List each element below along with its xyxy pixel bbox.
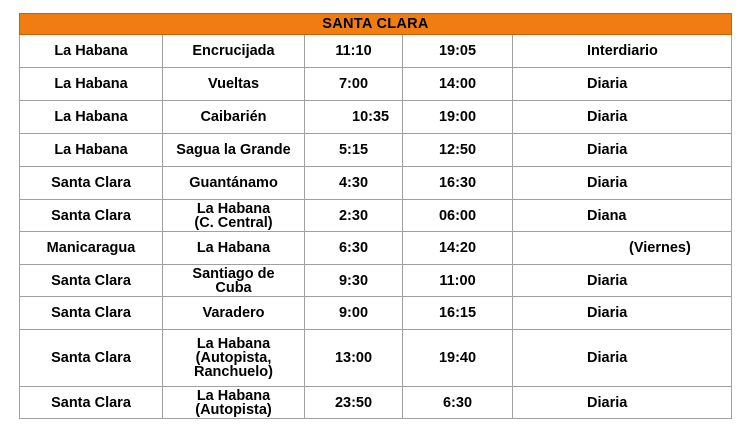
- frequency-cell: Diaria: [513, 297, 732, 330]
- frequency-cell: Diaria: [513, 134, 732, 167]
- frequency-cell: Diaria: [513, 330, 732, 387]
- table-row: [20, 167, 732, 200]
- destination-cell: [163, 200, 305, 232]
- arrival-cell: 12:50: [403, 134, 513, 167]
- destination-line: Caibarién: [200, 109, 267, 125]
- table-row: [20, 232, 732, 265]
- table-row: [20, 330, 732, 387]
- arrival-cell: 14:20: [403, 232, 513, 265]
- destination-line: Ranchuelo): [194, 364, 273, 380]
- arrival-cell: 19:00: [403, 101, 513, 134]
- origin-cell: La Habana: [20, 68, 163, 101]
- origin-cell: La Habana: [20, 134, 163, 167]
- departure-cell: 4:30: [305, 167, 403, 200]
- destination-line: (C. Central): [194, 214, 273, 231]
- destination-line: Encrucijada: [192, 43, 275, 59]
- origin-cell: Santa Clara: [20, 265, 163, 297]
- frequency-cell: Diaria: [513, 387, 732, 419]
- origin-cell: Santa Clara: [20, 167, 163, 200]
- destination-cell: [163, 167, 305, 200]
- arrival-cell: 16:30: [403, 167, 513, 200]
- destination-cell: [163, 265, 305, 297]
- schedule-table: [19, 13, 732, 419]
- destination-cell: [163, 134, 305, 167]
- destination-line: Cuba: [215, 279, 252, 296]
- table-row: [20, 68, 732, 101]
- arrival-cell: 16:15: [403, 297, 513, 330]
- table-title: SANTA CLARA: [20, 14, 732, 35]
- table-row: [20, 297, 732, 330]
- frequency-cell: Diaria: [513, 68, 732, 101]
- departure-cell: 11:10: [305, 35, 403, 68]
- frequency-cell: Diaria: [513, 167, 732, 200]
- origin-cell: Santa Clara: [20, 387, 163, 419]
- departure-cell: 7:00: [305, 68, 403, 101]
- frequency-cell: Diana: [513, 200, 732, 232]
- origin-cell: La Habana: [20, 101, 163, 134]
- frequency-cell: Diaria: [513, 101, 732, 134]
- destination-line: La Habana: [196, 387, 271, 404]
- arrival-cell: 11:00: [403, 265, 513, 297]
- destination-line: Santiago de: [192, 265, 275, 282]
- destination-cell: [163, 35, 305, 68]
- table-row: [20, 101, 732, 134]
- origin-cell: Manicaragua: [20, 232, 163, 265]
- destination-line: Vueltas: [207, 76, 260, 92]
- destination-line: Guantánamo: [189, 175, 278, 191]
- frequency-cell: Interdiario: [513, 35, 732, 68]
- destination-line: Varadero: [202, 305, 265, 321]
- departure-cell: 9:30: [305, 265, 403, 297]
- destination-line: Sagua la Grande: [176, 142, 291, 158]
- destination-cell: [163, 297, 305, 330]
- destination-cell: [163, 68, 305, 101]
- table-row: [20, 265, 732, 297]
- table-row: [20, 35, 732, 68]
- origin-cell: Santa Clara: [20, 297, 163, 330]
- departure-cell: 9:00: [305, 297, 403, 330]
- arrival-cell: 06:00: [403, 200, 513, 232]
- departure-cell: 13:00: [305, 330, 403, 387]
- table-row: [20, 134, 732, 167]
- destination-cell: [163, 387, 305, 419]
- departure-cell: 2:30: [305, 200, 403, 232]
- origin-cell: La Habana: [20, 35, 163, 68]
- departure-cell: 23:50: [305, 387, 403, 419]
- frequency-cell: Diaria: [513, 265, 732, 297]
- frequency-cell: (Viernes): [513, 232, 732, 265]
- table-row: [20, 387, 732, 419]
- destination-line: La Habana: [196, 200, 271, 217]
- schedule-body: [20, 35, 732, 419]
- destination-line: (Autopista,: [195, 350, 272, 366]
- departure-cell: 5:15: [305, 134, 403, 167]
- destination-cell: [163, 101, 305, 134]
- origin-cell: Santa Clara: [20, 330, 163, 387]
- arrival-cell: 19:05: [403, 35, 513, 68]
- origin-cell: Santa Clara: [20, 200, 163, 232]
- departure-cell: 10:35: [305, 101, 403, 134]
- destination-cell: [163, 330, 305, 387]
- destination-line: La Habana: [196, 336, 271, 352]
- table-row: [20, 200, 732, 232]
- arrival-cell: 6:30: [403, 387, 513, 419]
- destination-line: La Habana: [196, 240, 271, 256]
- destination-cell: [163, 232, 305, 265]
- arrival-cell: 14:00: [403, 68, 513, 101]
- destination-line: (Autopista): [195, 401, 272, 418]
- departure-cell: 6:30: [305, 232, 403, 265]
- arrival-cell: 19:40: [403, 330, 513, 387]
